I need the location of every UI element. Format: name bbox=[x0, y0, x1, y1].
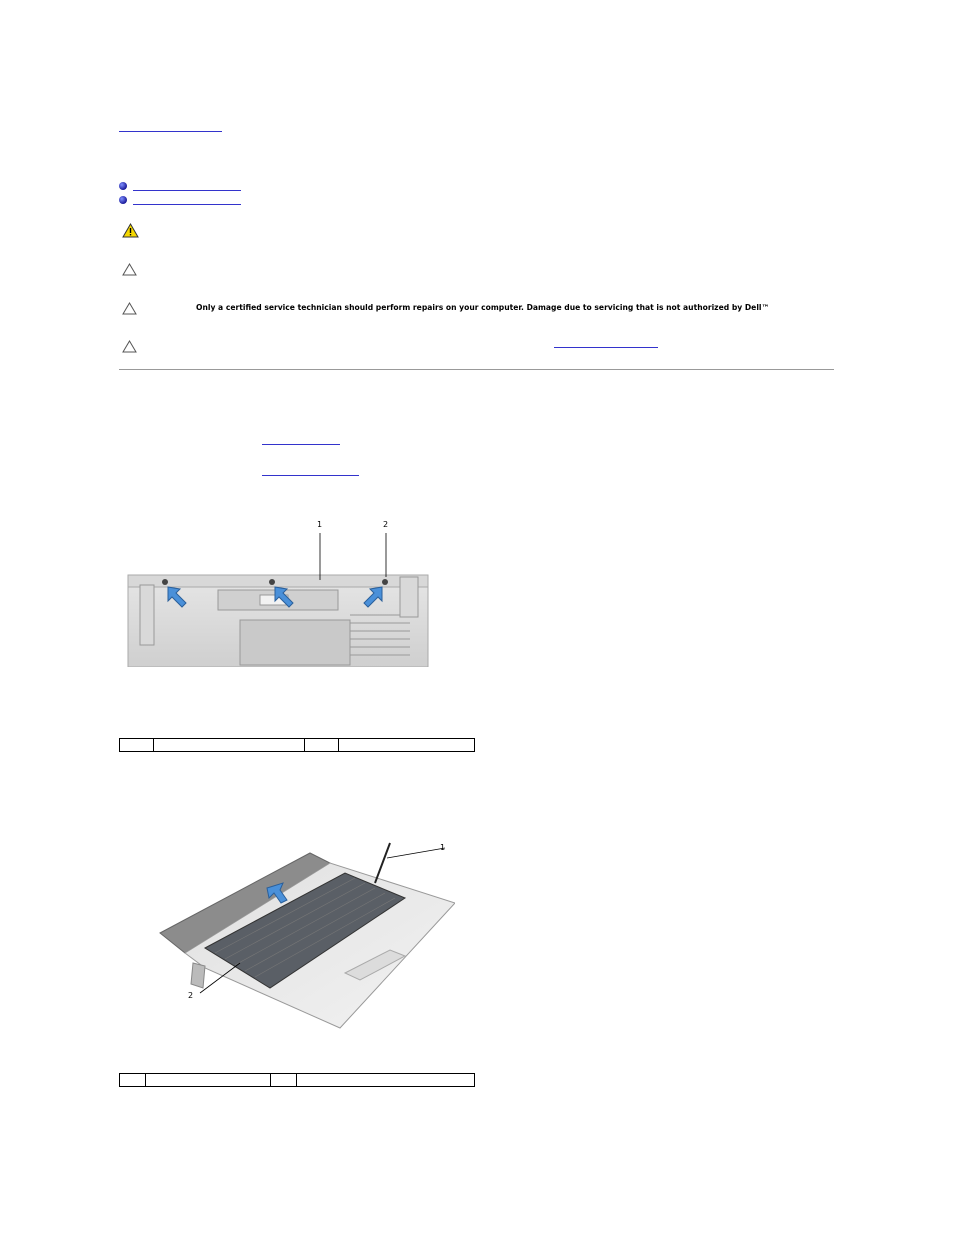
figure-1-legend-table bbox=[119, 738, 475, 752]
toc-bullet-icon bbox=[119, 196, 127, 204]
legend-number-cell bbox=[120, 1074, 146, 1087]
table-row bbox=[120, 1074, 475, 1087]
caution-text: Only a certified service technician should perform repairs on your computer. Damage due to servicing that is not authorized by Dell™ bbox=[196, 303, 770, 312]
legend-label-cell bbox=[297, 1074, 475, 1087]
caution-triangle-icon bbox=[122, 340, 137, 353]
warning-triangle-icon bbox=[122, 223, 139, 238]
figure-1-callout-2: 2 bbox=[383, 520, 389, 529]
table-row bbox=[120, 739, 475, 752]
toc-link-replacing[interactable] bbox=[133, 204, 241, 205]
caution-triangle-icon bbox=[122, 302, 137, 315]
before-you-begin-link[interactable] bbox=[554, 347, 658, 348]
toc-link-removing[interactable] bbox=[133, 190, 241, 191]
step-link-battery[interactable] bbox=[262, 444, 340, 445]
caution-triangle-icon bbox=[122, 263, 137, 276]
figure-1-callout-1: 1 bbox=[317, 520, 323, 529]
figure-base-screws bbox=[120, 515, 440, 667]
figure-2-legend-table bbox=[119, 1073, 475, 1087]
legend-number-cell bbox=[120, 739, 154, 752]
legend-number-cell bbox=[271, 1074, 297, 1087]
section-divider bbox=[119, 369, 834, 370]
step-link-center-cover[interactable] bbox=[262, 475, 359, 476]
toc-bullet-icon bbox=[119, 182, 127, 190]
back-to-contents-link[interactable] bbox=[119, 131, 222, 132]
legend-label-cell bbox=[154, 739, 305, 752]
figure-keyboard-removal bbox=[155, 838, 455, 1033]
figure-2-callout-2: 2 bbox=[188, 991, 194, 1000]
legend-number-cell bbox=[305, 739, 339, 752]
legend-label-cell bbox=[339, 739, 475, 752]
figure-2-callout-1: 1 bbox=[440, 843, 446, 852]
legend-label-cell bbox=[146, 1074, 271, 1087]
